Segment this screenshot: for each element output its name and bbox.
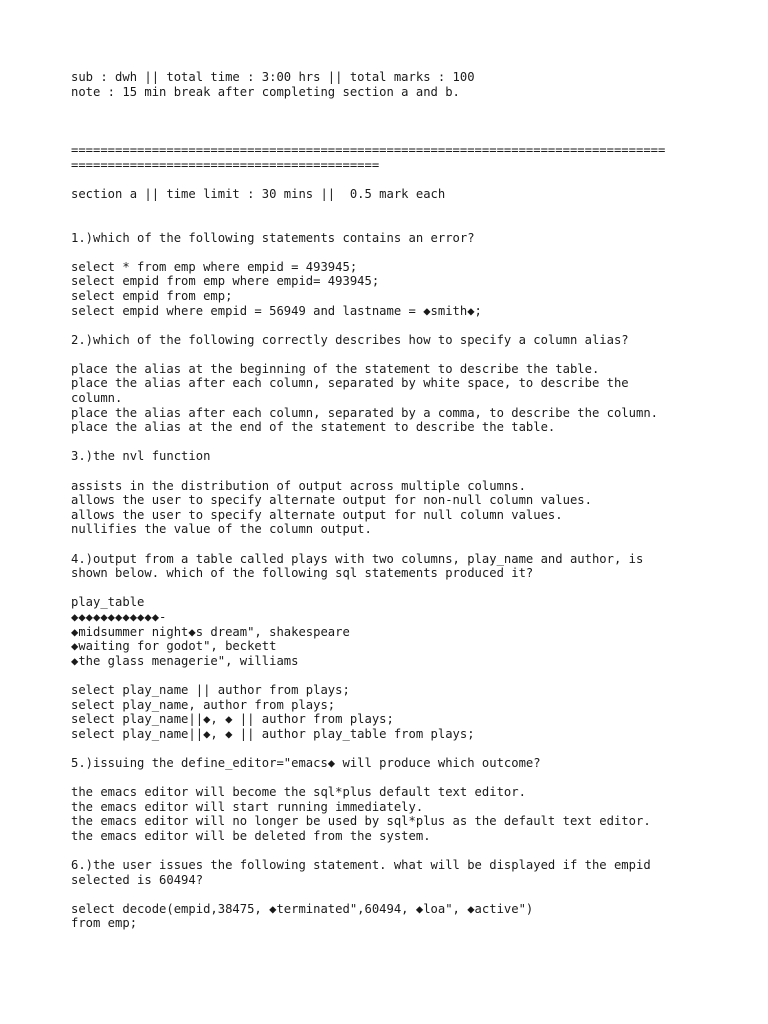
text-line: select play_name||◆, ◆ || author from plays; [71, 712, 394, 727]
text-line: note : 15 min break after completing section a and b. [71, 84, 460, 99]
text-block [71, 231, 751, 260]
blank-line [71, 99, 751, 114]
text-line: ◆the glass menagerie", williams [71, 653, 299, 668]
blank-line [71, 216, 751, 231]
text-line: sub : dwh || total time : 3:00 hrs || total marks : 100 [71, 70, 475, 84]
text-block [71, 552, 751, 596]
text-line: 5.)issuing the define_editor="emacs◆ will produce which outcome? [71, 755, 541, 770]
text-block [71, 70, 751, 143]
text-line: from emp; [71, 916, 138, 931]
text-line: select empid where empid = 56949 and lastname = ◆smith◆; [71, 303, 482, 318]
blank-line [71, 741, 751, 756]
text-block [71, 187, 751, 231]
text-block [71, 683, 751, 756]
text-block [71, 479, 751, 552]
text-block [71, 362, 751, 450]
text-line: ◆◆◆◆◆◆◆◆◆◆◆◆- [71, 609, 167, 624]
text-line: allows the user to specify alternate output for non-null column values. [71, 493, 592, 508]
text-line: 1.)which of the following statements contains an error? [71, 230, 475, 245]
text-line: select empid from emp; [71, 288, 233, 303]
blank-line [71, 771, 751, 786]
text-block [71, 595, 751, 683]
text-line: the emacs editor will no longer be used by sql*plus as the default text editor. [71, 814, 651, 829]
text-line: ================================================================================= [71, 142, 666, 157]
blank-line [71, 887, 751, 902]
text-block [71, 858, 751, 902]
text-line: place the alias at the beginning of the statement to describe the table. [71, 361, 600, 376]
exam-document [71, 70, 751, 931]
text-block [71, 143, 751, 187]
blank-line [71, 347, 751, 362]
blank-line [71, 128, 751, 143]
text-line: select * from emp where empid = 493945; [71, 259, 358, 274]
text-block [71, 785, 751, 858]
text-line: ◆waiting for godot", beckett [71, 639, 277, 654]
text-line: select play_name || author from plays; [71, 682, 350, 697]
text-line: ◆midsummer night◆s dream", shakespeare [71, 624, 350, 639]
text-line: select empid from emp where empid= 493945; [71, 274, 380, 289]
blank-line [71, 435, 751, 450]
text-line: shown below. which of the following sql statements produced it? [71, 566, 534, 581]
text-line: 2.)which of the following correctly describes how to specify a column alias? [71, 332, 629, 347]
text-line: select play_name, author from plays; [71, 697, 336, 712]
blank-line [71, 537, 751, 552]
blank-line [71, 318, 751, 333]
text-line: nullifies the value of the column output. [71, 522, 372, 537]
blank-line [71, 668, 751, 683]
text-line: selected is 60494? [71, 872, 204, 887]
text-line: the emacs editor will start running immediately. [71, 799, 424, 814]
blank-line [71, 581, 751, 596]
text-block [71, 902, 751, 931]
text-line: 4.)output from a table called plays with two columns, play_name and author, is [71, 551, 644, 566]
text-line: ========================================== [71, 157, 380, 172]
text-line: column. [71, 391, 123, 406]
text-block [71, 333, 751, 362]
text-line: 3.)the nvl function [71, 449, 211, 464]
text-line: place the alias after each column, separated by white space, to describe the [71, 376, 629, 391]
text-line: place the alias at the end of the statement to describe the table. [71, 420, 556, 435]
text-block [71, 756, 751, 785]
text-line: allows the user to specify alternate output for null column values. [71, 507, 563, 522]
text-line: the emacs editor will become the sql*plus default text editor. [71, 785, 526, 800]
text-block [71, 449, 751, 478]
blank-line [71, 114, 751, 129]
text-line: select play_name||◆, ◆ || author play_table from plays; [71, 726, 475, 741]
text-line: place the alias after each column, separated by a comma, to describe the column. [71, 405, 658, 420]
text-line: select decode(empid,38475, ◆terminated",60494, ◆loa", ◆active") [71, 901, 534, 916]
blank-line [71, 172, 751, 187]
blank-line [71, 201, 751, 216]
text-line: 6.)the user issues the following statement. what will be displayed if the empid [71, 858, 651, 873]
text-block [71, 260, 751, 333]
text-line: the emacs editor will be deleted from the system. [71, 828, 431, 843]
blank-line [71, 245, 751, 260]
text-line: assists in the distribution of output across multiple columns. [71, 478, 526, 493]
text-line: section a || time limit : 30 mins || 0.5 mark each [71, 186, 446, 201]
text-line: play_table [71, 595, 145, 610]
blank-line [71, 464, 751, 479]
blank-line [71, 843, 751, 858]
